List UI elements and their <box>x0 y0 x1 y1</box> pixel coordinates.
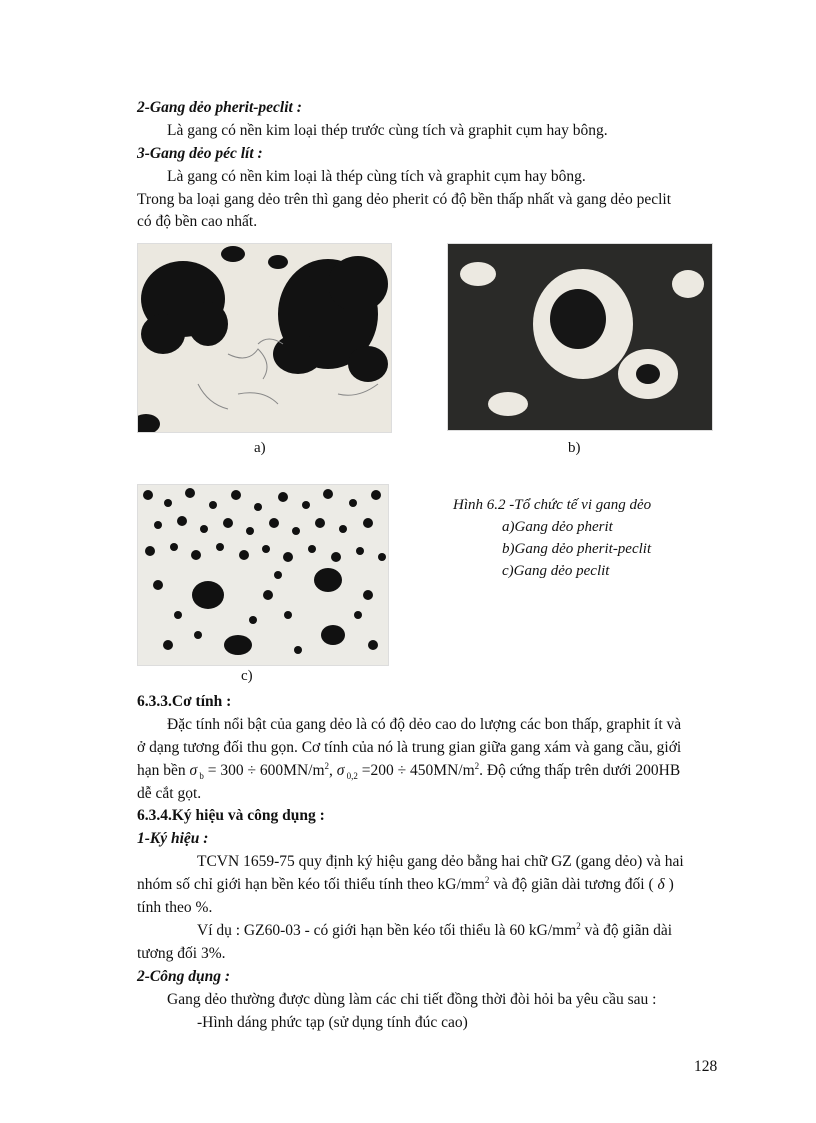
example-line-1: Ví dụ : GZ60-03 - có giới hạn bền kéo tối thiểu là 60 $kG/mm^2$ và độ giãn dài <box>197 920 673 939</box>
summary-line-1: Trong ba loại gang dẻo trên thì gang dẻo pherit có độ bền thấp nhất và gang dẻo peclit <box>137 191 672 208</box>
page-number: 128 <box>694 1058 718 1075</box>
figure-caption-c: c)Gang dẻo peclit <box>502 563 610 579</box>
section-heading-symbol-usage: 6.3.4.Ký hiệu và công dụng : <box>137 807 325 824</box>
section-heading-mechanical: 6.3.3.Cơ tính : <box>137 693 232 710</box>
figure-label-a: a) <box>254 440 266 456</box>
figure-label-b: b) <box>568 440 581 456</box>
paragraph-pherit-peclit: Là gang có nền kim loại thép trước cùng tích và graphit cụm hay bông. <box>167 122 608 139</box>
symbol-paragraph-line-2: nhóm số chỉ giới hạn bền kéo tối thiểu tính theo $kG/mm^2$ và độ giãn dài tương đối ( δ ) <box>137 874 674 893</box>
micrograph-c <box>137 484 389 666</box>
symbol-paragraph-line-1: TCVN 1659-75 quy định ký hiệu gang dẻo bằng hai chữ GZ (gang dẻo) và hai <box>197 853 684 870</box>
section-heading-pherit-peclit: 2-Gang dẻo pherit-peclit : <box>137 99 302 116</box>
mechanical-line-2: ở dạng tương đối thu gọn. Cơ tính của nó là trung gian giữa gang xám và gang cầu, giới <box>137 739 682 756</box>
figure-caption-b: b)Gang dẻo pherit-peclit <box>502 541 652 557</box>
figure-caption-title: Hình 6.2 -Tổ chức tế vi gang dẻo <box>453 497 652 513</box>
micrograph-a <box>137 243 392 433</box>
symbol-paragraph-line-3: tính theo %. <box>137 899 213 916</box>
section-heading-peclit: 3-Gang dẻo péc lít : <box>137 145 263 162</box>
micrograph-b <box>447 243 713 431</box>
summary-line-2: có độ bền cao nhất. <box>137 213 258 230</box>
usage-line-1: Gang dẻo thường được dùng làm các chi tiết đồng thời đòi hỏi ba yêu cầu sau : <box>167 991 657 1008</box>
mechanical-line-4: dễ cắt gọt. <box>137 785 202 802</box>
example-line-2: tương đối 3%. <box>137 945 226 962</box>
figure-label-c: c) <box>241 668 253 684</box>
usage-line-2: -Hình dáng phức tạp (sử dụng tính đúc cao) <box>197 1014 468 1031</box>
paragraph-peclit: Là gang có nền kim loại là thép cùng tích và graphit cụm hay bông. <box>167 168 586 185</box>
figure-caption-a: a)Gang dẻo pherit <box>502 519 613 535</box>
subheading-symbol: 1-Ký hiệu : <box>137 830 209 847</box>
mechanical-line-1: Đặc tính nổi bật của gang dẻo là có độ dẻo cao do lượng các bon thấp, graphit ít và <box>167 716 682 733</box>
subheading-usage: 2-Công dụng : <box>137 968 231 985</box>
mechanical-line-3: hạn bền σ $_b = 300 \div 600MN/m^2$, σ $_{0,2} =200 \div 450MN/m^2$. Độ cứng thấp trên dưới 200HB <box>137 760 681 782</box>
